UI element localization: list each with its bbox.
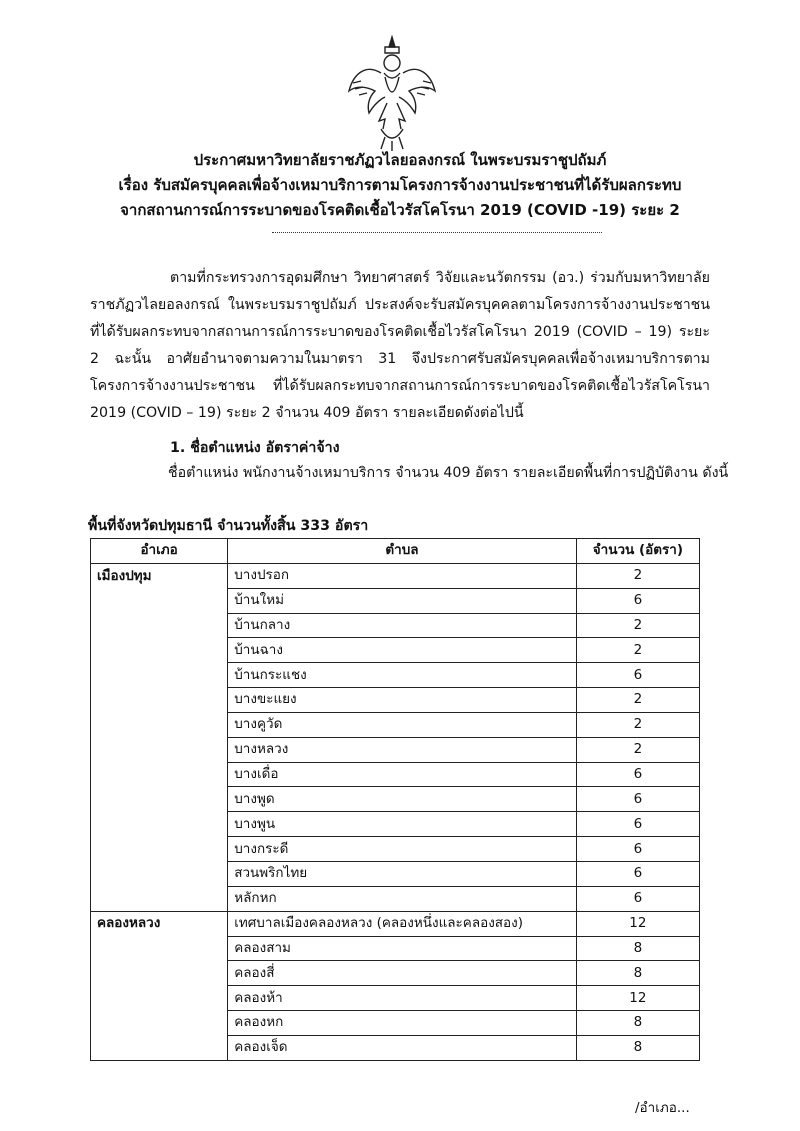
cell-subdistrict: คลองหก [228,1011,577,1036]
table-row [91,737,700,762]
cell-subdistrict: บางพูด [228,787,577,812]
cell-count: 2 [576,688,699,713]
table-row [91,986,700,1011]
cell-district [91,638,228,663]
cell-count: 6 [576,787,699,812]
cell-subdistrict: สวนพริกไทย [228,861,577,886]
cell-count: 6 [576,861,699,886]
cell-count: 8 [576,936,699,961]
cell-subdistrict: บางเดื่อ [228,762,577,787]
cell-district [91,588,228,613]
table-row [91,563,700,588]
cell-district [91,762,228,787]
cell-subdistrict: บางปรอก [228,563,577,588]
table-row [91,837,700,862]
table-row [91,663,700,688]
cell-district [91,1011,228,1036]
cell-district [91,613,228,638]
cell-district: เมืองปทุม [91,563,228,588]
table-header-row [91,539,700,564]
subject-heading-continued: จากสถานการณ์การระบาดของโรคติดเชื้อไวรัสโคโรนา 2019 (COVID -19) ระยะ 2 [120,201,680,219]
cell-subdistrict: บางขะแยง [228,688,577,713]
cell-subdistrict: บางกระดี [228,837,577,862]
table-row [91,1035,700,1060]
area-title: พื้นที่จังหวัดปทุมธานี จำนวนทั้งสิ้น 333 อัตรา [88,518,369,534]
subject-heading: เรื่อง รับสมัครบุคคลเพื่อจ้างเหมาบริการตามโครงการจ้างงานประชาชนที่ได้รับผลกระทบ [118,176,682,194]
cell-subdistrict: บางหลวง [228,737,577,762]
cell-district [91,837,228,862]
cell-subdistrict: บ้านใหม่ [228,588,577,613]
cell-district [91,861,228,886]
cell-count: 2 [576,712,699,737]
continued-note: /อำเภอ... [635,1100,690,1116]
cell-subdistrict: คลองห้า [228,986,577,1011]
cell-district [91,1035,228,1060]
table-row [91,1011,700,1036]
cell-subdistrict: คลองสี่ [228,961,577,986]
cell-count: 8 [576,1011,699,1036]
cell-count: 2 [576,737,699,762]
positions-table [90,538,700,1061]
section-title: 1. ชื่อตำแหน่ง อัตราค่าจ้าง [170,440,340,456]
column-header-subdistrict: ตำบล [228,539,577,564]
table-row [91,936,700,961]
table-row [91,911,700,936]
cell-district [91,737,228,762]
cell-district [91,812,228,837]
cell-district [91,688,228,713]
table-row [91,861,700,886]
table-row [91,886,700,911]
cell-count: 2 [576,613,699,638]
cell-subdistrict: บางคูวัด [228,712,577,737]
table-row [91,712,700,737]
table-body [91,563,700,1060]
cell-count: 6 [576,886,699,911]
table-row [91,588,700,613]
cell-district [91,886,228,911]
table-row [91,961,700,986]
position-description: ชื่อตำแหน่ง พนักงานจ้างเหมาบริการ จำนวน 409 อัตรา รายละเอียดพื้นที่การปฏิบัติงาน ดังนี้ [168,465,729,481]
column-header-district: อำเภอ [91,539,228,564]
cell-count: 2 [576,638,699,663]
cell-subdistrict: คลองเจ็ด [228,1035,577,1060]
cell-count: 6 [576,663,699,688]
intro-paragraph [90,265,710,427]
announcement-heading: ประกาศมหาวิทยาลัยราชภัฏวไลยอลงกรณ์ ในพระบรมราชูปถัมภ์ [193,151,607,169]
table-row [91,613,700,638]
cell-district [91,961,228,986]
cell-count: 6 [576,812,699,837]
cell-subdistrict: บ้านฉาง [228,638,577,663]
cell-count: 2 [576,563,699,588]
cell-count: 12 [576,911,699,936]
dotted-divider [272,232,602,233]
table-row [91,638,700,663]
cell-count: 6 [576,762,699,787]
table-row [91,787,700,812]
table-row [91,812,700,837]
cell-count: 6 [576,837,699,862]
garuda-emblem [345,33,440,153]
table-row [91,762,700,787]
cell-district [91,712,228,737]
table-row [91,688,700,713]
cell-count: 8 [576,1035,699,1060]
cell-count: 12 [576,986,699,1011]
cell-subdistrict: คลองสาม [228,936,577,961]
cell-district [91,986,228,1011]
column-header-count: จำนวน (อัตรา) [576,539,699,564]
cell-count: 8 [576,961,699,986]
cell-subdistrict: หลักหก [228,886,577,911]
cell-subdistrict: เทศบาลเมืองคลองหลวง (คลองหนึ่งและคลองสอง) [228,911,577,936]
cell-subdistrict: บ้านกลาง [228,613,577,638]
cell-district: คลองหลวง [91,911,228,936]
cell-count: 6 [576,588,699,613]
cell-district [91,663,228,688]
cell-subdistrict: บางพูน [228,812,577,837]
intro-paragraph-text: ตามที่กระทรวงการอุดมศึกษา วิทยาศาสตร์ วิจัยและนวัตกรรม (อว.) ร่วมกับมหาวิทยาลัยราชภัฏวไลยอลงกรณ์ ในพระบรมราชูปถัมภ์ ประสงค์จะรับสมัครบุคคลตามโครงการจ้างงานประชาชนที่ได้รับผลกระทบจากสถานการณ์การระบาดของโรคติดเชื้อไวรัสโคโรนา 2019 (COVID – 19) ระยะ 2 ฉะนั้น อาศัยอำนาจตามความในมาตรา 31 จึงประกาศรับสมัครบุคคลเพื่อจ้างเหมาบริการตามโครงการจ้างงานประชาชน ที่ได้รับผลกระทบจากสถานการณ์การระบาดของโรคติดเชื้อไวรัสโคโรนา 2019 (COVID – 19) ระยะ 2 จำนวน 409 อัตรา รายละเอียดดังต่อไปนี้ [90,270,710,421]
cell-district [91,936,228,961]
cell-subdistrict: บ้านกระแชง [228,663,577,688]
cell-district [91,787,228,812]
